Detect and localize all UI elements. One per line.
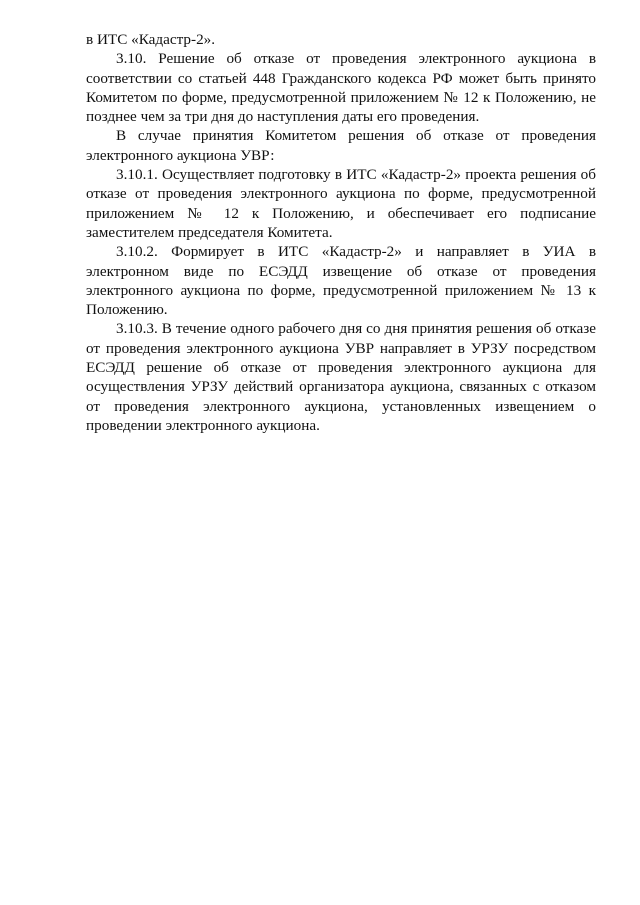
paragraph-3-10: 3.10. Решение об отказе от проведения электронного аукциона в соответствии со статьей 448 Гражданского кодекса РФ может быть принято Комитетом по форме, предусмотренной приложением № 12 к Положению, не позднее чем за три дня до наступления даты его проведения. [86, 50, 596, 126]
paragraph-3-10-3: 3.10.3. В течение одного рабочего дня со дня принятия решения об отказе от проведения электронного аукциона УВР направляет в УРЗУ посредством ЕСЭДД решение об отказе от проведения электронного аукциона для осуществления УРЗУ действий организатора аукциона, связанных с отказом от проведения электронного аукциона, установленных извещением о проведении электронного аукциона. [86, 320, 596, 434]
paragraph-3-10-2: 3.10.2. Формирует в ИТС «Кадастр-2» и направляет в УИА в электронном виде по ЕСЭДД извещение об отказе от проведения электронного аукциона по форме, предусмотренной приложением № 13 к Положению. [86, 243, 596, 319]
document-body [86, 30, 596, 435]
paragraph-3-10-1: 3.10.1. Осуществляет подготовку в ИТС «Кадастр-2» проекта решения об отказе от проведения электронного аукциона по форме, предусмотренной приложением № 12 к Положению, и обеспечивает его подписание заместителем председателя Комитета. [86, 166, 596, 241]
paragraph-continuation: в ИТС «Кадастр-2». [86, 31, 216, 48]
paragraph-case-refusal: В случае принятия Комитетом решения об отказе от проведения электронного аукциона УВР: [86, 127, 596, 164]
